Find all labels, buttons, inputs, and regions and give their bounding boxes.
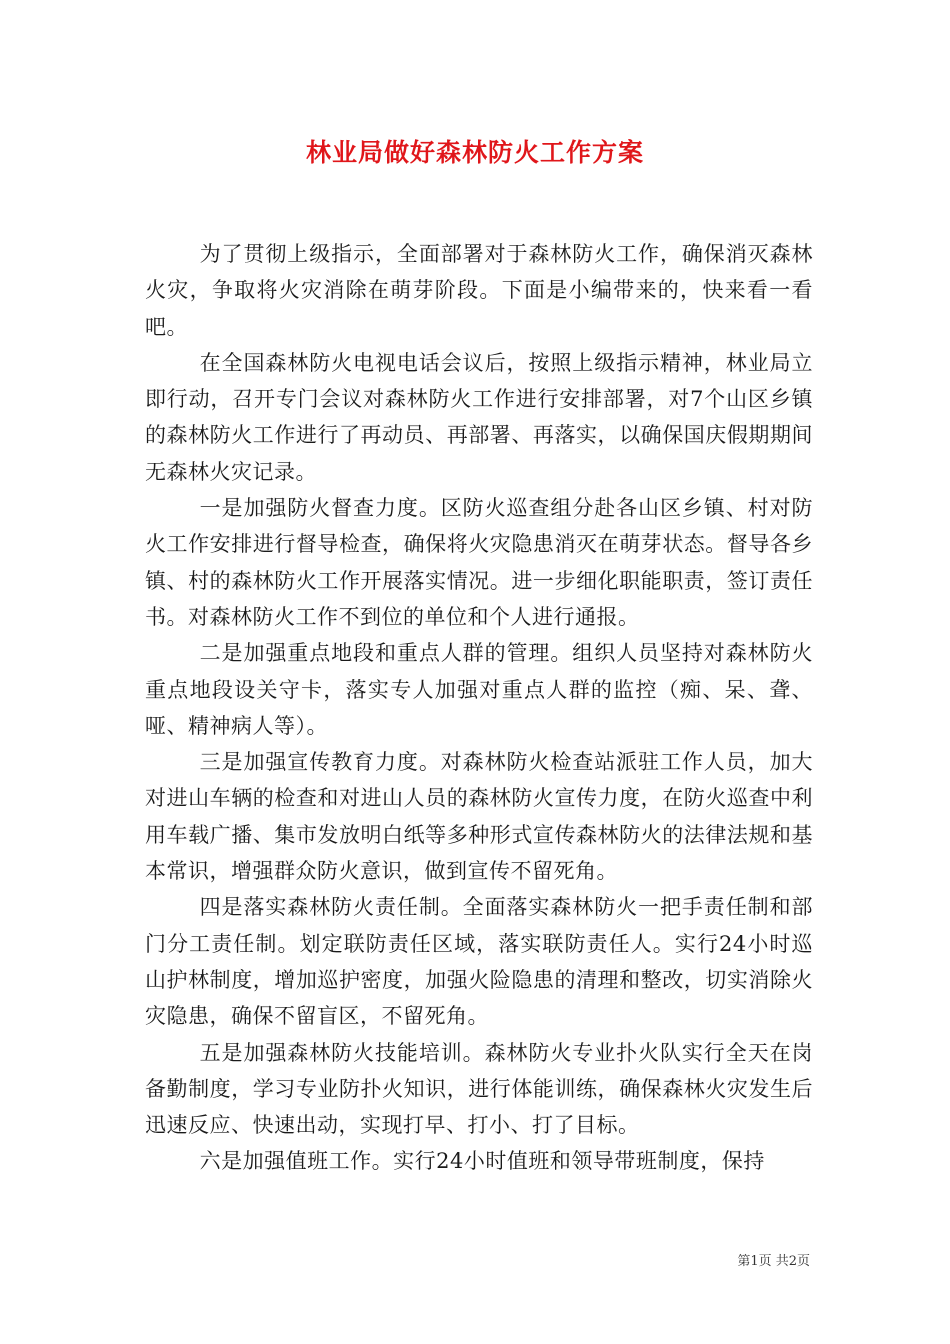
paragraph-item-6: 六是加强值班工作。实行24小时值班和领导带班制度，保持	[199, 1149, 765, 1174]
paragraph-item-2: 二是加强重点地段和重点人群的管理。组织人员坚持对森林防火重点地段设关守卡，落实专人加强对重点人群的监控（痴、呆、聋、哑、精神病人等）。	[145, 641, 813, 738]
document-body	[145, 236, 813, 1180]
paragraph-item-3: 三是加强宣传教育力度。对森林防火检查站派驻工作人员，加大对进山车辆的检查和对进山人员的森林防火宣传力度，在防火巡查中利用车载广播、集市发放明白纸等多种形式宣传森林防火的法律法规和基本常识，增强群众防火意识，做到宣传不留死角。	[145, 750, 813, 884]
paragraph-item-4: 四是落实森林防火责任制。全面落实森林防火一把手责任制和部门分工责任制。划定联防责任区域，落实联防责任人。实行24小时巡山护林制度，增加巡护密度，加强火险隐患的清理和整改，切实消除火灾隐患，确保不留盲区，不留死角。	[145, 895, 813, 1029]
document-title: 林业局做好森林防火工作方案	[305, 138, 644, 167]
paragraph-item-5: 五是加强森林防火技能培训。森林防火专业扑火队实行全天在岗备勤制度，学习专业防扑火知识，进行体能训练，确保森林火灾发生后迅速反应、快速出动，实现打早、打小、打了目标。	[145, 1040, 813, 1138]
paragraph-item-1: 一是加强防火督查力度。区防火巡查组分赴各山区乡镇、村对防火工作安排进行督导检查，确保将火灾隐患消灭在萌芽状态。督导各乡镇、村的森林防火工作开展落实情况。进一步细化职能职责，签订责任书。对森林防火工作不到位的单位和个人进行通报。	[145, 496, 813, 629]
page-number: 第1页 共2页	[737, 1254, 810, 1269]
paragraph-intro: 为了贯彻上级指示，全面部署对于森林防火工作，确保消灭森林火灾，争取将火灾消除在萌芽阶段。下面是小编带来的，快来看一看吧。	[145, 242, 813, 339]
paragraph-overview: 在全国森林防火电视电话会议后，按照上级指示精神，林业局立即行动，召开专门会议对森林防火工作进行安排部署，对7个山区乡镇的森林防火工作进行了再动员、再部署、再落实，以确保国庆假期期间无森林火灾记录。	[145, 350, 813, 484]
